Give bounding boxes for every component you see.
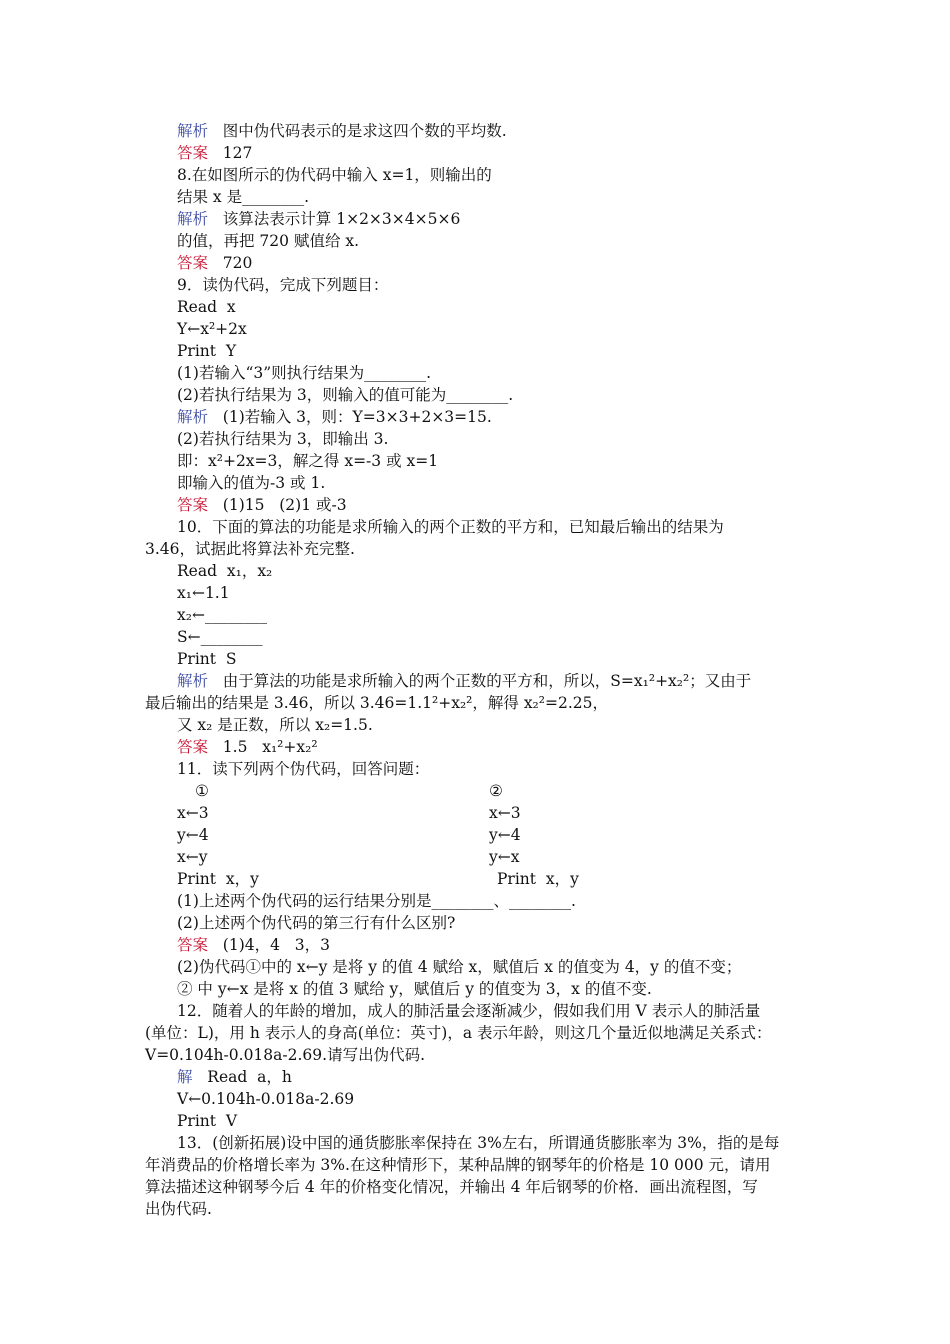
- code-line: Print Y: [177, 342, 237, 360]
- question-9-line: 9．读伪代码，完成下列题目：: [177, 276, 389, 294]
- analysis-line: 又 x₂ 是正数，所以 x₂=1.5.: [177, 716, 373, 734]
- code-line: x₂←________: [177, 606, 267, 624]
- code-line: y←4: [177, 826, 209, 844]
- answer-line: 答案 127: [177, 144, 253, 162]
- analysis-line: 解析 该算法表示计算 1×2×3×4×5×6: [177, 210, 461, 228]
- analysis-line: 最后输出的结果是 3.46，所以 3.46=1.1²+x₂²，解得 x₂²=2.25，: [145, 694, 608, 712]
- analysis-label: 解析: [177, 672, 209, 690]
- answer-label: 答案: [177, 936, 209, 954]
- solution-line: 解 Read a，h: [177, 1068, 292, 1086]
- answer-label: 答案: [177, 738, 209, 756]
- answer-label: 答案: [177, 496, 209, 514]
- code-line: y←x: [489, 848, 520, 866]
- analysis-label: 解析: [177, 210, 209, 228]
- answer-line: 答案 (1)4，4 3，3: [177, 936, 330, 954]
- code-line: V←0.104h-0.018a-2.69: [177, 1090, 355, 1108]
- question-13-line: 13．(创新拓展)设中国的通货膨胀率保持在 3%左右，所谓通货膨胀率为 3%，指的是每: [177, 1134, 780, 1152]
- analysis-line: 即输入的值为-3 或 1.: [177, 474, 326, 492]
- question-11-line: (2)上述两个伪代码的第三行有什么区别?: [177, 914, 456, 932]
- code-line: y←4: [489, 826, 521, 844]
- question-13-line: 年消费品的价格增长率为 3%.在这种情形下，某种品牌的钢琴年的价格是 10 000 元，请用: [145, 1156, 771, 1174]
- code-line: Read x₁，x₂: [177, 562, 273, 580]
- answer-line: 答案 1.5 x₁²+x₂²: [177, 738, 318, 756]
- analysis-label: 解析: [177, 122, 209, 140]
- question-12-line: 12．随着人的年龄的增加，成人的肺活量会逐渐减少，假如我们用 V 表示人的肺活量: [177, 1002, 761, 1020]
- answer-line: ② 中 y←x 是将 x 的值 3 赋给 y，赋值后 y 的值变为 3，x 的值不变.: [177, 980, 652, 998]
- question-13-line: 算法描述这种钢琴今后 4 年的价格变化情况，并输出 4 年后钢琴的价格．画出流程图，写: [145, 1178, 758, 1196]
- answer-line: (2)伪代码①中的 x←y 是将 y 的值 4 赋给 x，赋值后 x 的值变为 4，y 的值不变；: [177, 958, 742, 976]
- code-block-1-header: ①: [195, 782, 209, 800]
- code-block-2-header: ②: [489, 782, 503, 800]
- code-line: Print x，y: [177, 870, 259, 888]
- code-line: Print V: [177, 1112, 238, 1130]
- code-line: Y←x²+2x: [177, 320, 247, 338]
- code-line: x←3: [177, 804, 209, 822]
- answer-label: 答案: [177, 144, 209, 162]
- question-12-line: (单位：L)，用 h 表示人的身高(单位：英寸)，a 表示年龄，则这几个量近似地满足关系式：: [145, 1024, 772, 1042]
- question-12-line: V=0.104h-0.018a-2.69.请写出伪代码.: [145, 1046, 425, 1064]
- question-9-line: (1)若输入“3”则执行结果为________.: [177, 364, 432, 382]
- analysis-line: 的值，再把 720 赋值给 x.: [177, 232, 360, 250]
- analysis-line: 即：x²+2x=3，解之得 x=-3 或 x=1: [177, 452, 439, 470]
- code-line: x←y: [177, 848, 208, 866]
- code-line: x₁←1.1: [177, 584, 230, 602]
- code-line: x←3: [489, 804, 521, 822]
- question-11-line: (1)上述两个伪代码的运行结果分别是________、________.: [177, 892, 576, 910]
- analysis-line: 解析 图中伪代码表示的是求这四个数的平均数.: [177, 122, 507, 140]
- code-line: Read x: [177, 298, 236, 316]
- question-13-line: 出伪代码.: [145, 1200, 212, 1218]
- question-10-line: 3.46，试据此将算法补充完整.: [145, 540, 355, 558]
- question-10-line: 10．下面的算法的功能是求所输入的两个正数的平方和，已知最后输出的结果为: [177, 518, 724, 536]
- code-line: Print x，y: [497, 870, 579, 888]
- question-9-line: (2)若执行结果为 3，则输入的值可能为________.: [177, 386, 514, 404]
- question-11-line: 11．读下列两个伪代码，回答问题：: [177, 760, 430, 778]
- question-8-line: 结果 x 是________.: [177, 188, 310, 206]
- analysis-line: 解析 由于算法的功能是求所输入的两个正数的平方和，所以，S=x₁²+x₂²；又由于: [177, 672, 752, 690]
- analysis-line: (2)若执行结果为 3，即输出 3.: [177, 430, 389, 448]
- question-8-line: 8.在如图所示的伪代码中输入 x=1，则输出的: [177, 166, 492, 184]
- solution-label: 解: [177, 1068, 193, 1086]
- code-line: Print S: [177, 650, 237, 668]
- analysis-line: 解析 (1)若输入 3，则：Y=3×3+2×3=15.: [177, 408, 492, 426]
- analysis-label: 解析: [177, 408, 209, 426]
- code-line: S←________: [177, 628, 263, 646]
- answer-label: 答案: [177, 254, 209, 272]
- answer-line: 答案 720: [177, 254, 253, 272]
- answer-line: 答案 (1)15 (2)1 或-3: [177, 496, 347, 514]
